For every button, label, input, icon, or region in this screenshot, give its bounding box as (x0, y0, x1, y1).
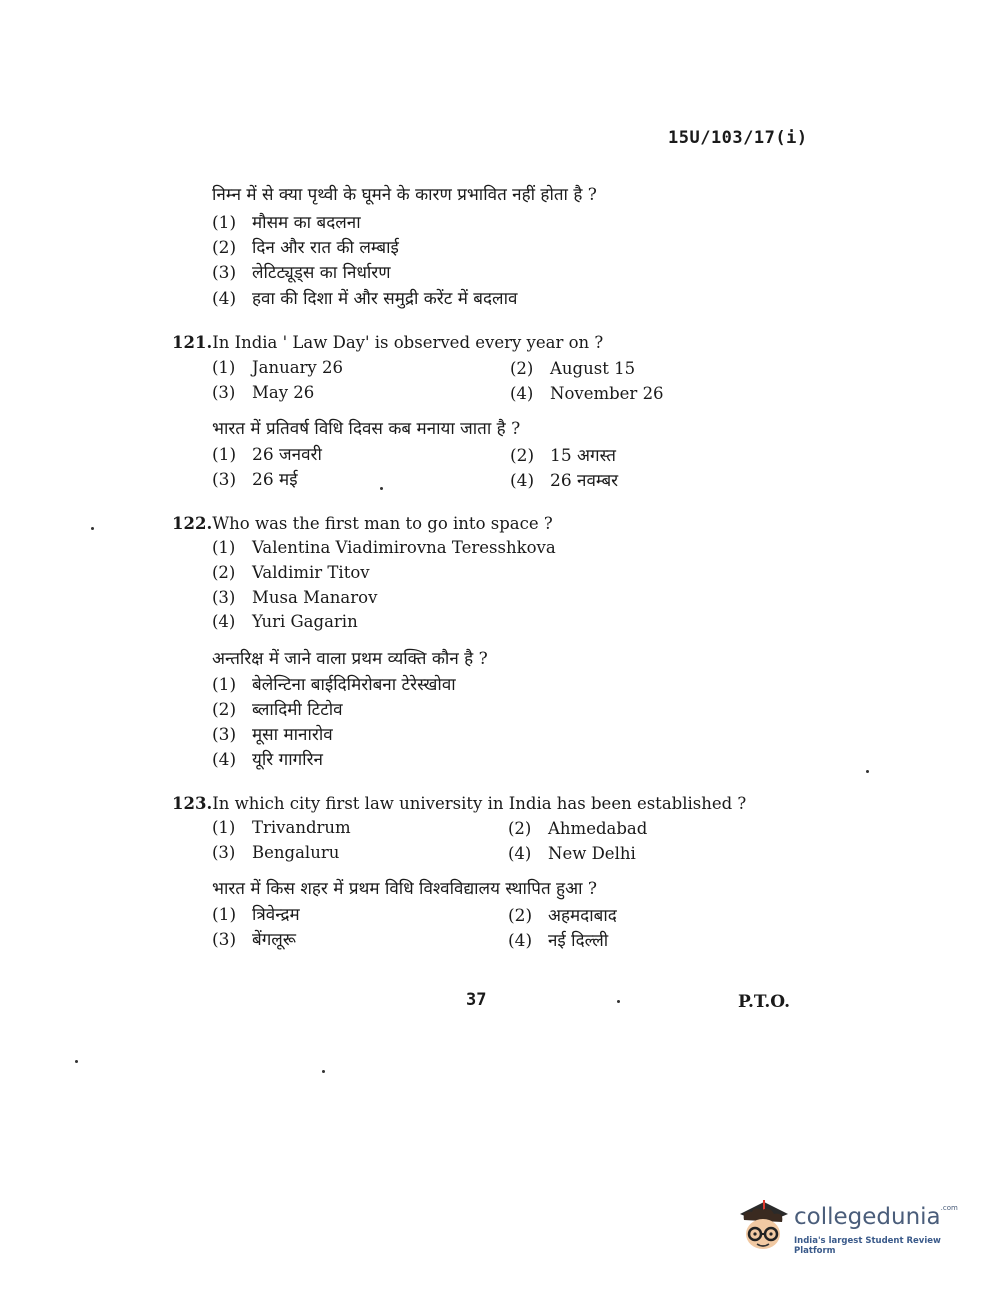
pto-label: P.T.O. (738, 992, 790, 1012)
collegedunia-logo (734, 1196, 964, 1260)
q123-question: 123.In which city first law university in India has been established ? (172, 794, 747, 813)
paper-code: 15U/103/17(i) (668, 128, 808, 148)
q123-hindi-question: भारत में किस शहर में प्रथम विधि विश्वविद्यालय स्थापित हुआ ? (212, 879, 597, 899)
scan-speck (75, 1060, 78, 1063)
q121-hindi-option: (4) 26 नवम्बर (510, 471, 619, 491)
q122-option: (3) Musa Manarov (212, 588, 378, 607)
q122-hindi-option: (4) यूरि गागरिन (212, 750, 323, 770)
logo-wordmark: collegedunia$^{.com}$ (794, 1204, 958, 1230)
q123-option: (2) Ahmedabad (508, 819, 648, 838)
q120-option: (4) हवा की दिशा में और समुद्री करेंट में बदलाव (212, 289, 518, 309)
q123-hindi-option: (4) नई दिल्ली (508, 931, 609, 951)
q122-hindi-option: (3) मूसा मानारोव (212, 725, 333, 745)
scan-speck (322, 1070, 325, 1073)
q121-hindi-option: (1) 26 जनवरी (212, 445, 322, 465)
q122-option: (4) Yuri Gagarin (212, 612, 358, 631)
q120-option: (3) लेटिट्यूड्स का निर्धारण (212, 263, 391, 283)
q122-option: (2) Valdimir Titov (212, 563, 370, 582)
q122-question: 122.Who was the first man to go into space ? (172, 514, 553, 533)
q120-option: (1) मौसम का बदलना (212, 213, 361, 233)
q122-hindi-question: अन्तरिक्ष में जाने वाला प्रथम व्यक्ति कौन है ? (212, 649, 488, 669)
q123-hindi-option: (2) अहमदाबाद (508, 906, 617, 926)
scan-speck (617, 1000, 620, 1003)
scan-speck (866, 770, 869, 773)
q120-hindi-question: निम्न में से क्या पृथ्वी के घूमने के कारण प्रभावित नहीं होता है ? (212, 185, 597, 205)
scan-speck (91, 527, 94, 530)
q123-option: (4) New Delhi (508, 844, 636, 863)
q121-hindi-question: भारत में प्रतिवर्ष विधि दिवस कब मनाया जाता है ? (212, 419, 521, 439)
q122-hindi-option: (2) ब्लादिमी टिटोव (212, 700, 343, 720)
scan-speck (380, 487, 383, 490)
q122-hindi-option: (1) बेलेन्टिना बाईदिमिरोबना टेरेस्खोवा (212, 675, 456, 695)
q123-option: (3) Bengaluru (212, 843, 340, 862)
mascot-icon (734, 1196, 792, 1260)
q121-question: 121.In India ' Law Day' is observed every year on ? (172, 333, 604, 352)
q121-option: (2) August 15 (510, 359, 636, 378)
q121-hindi-option: (2) 15 अगस्त (510, 446, 616, 466)
q121-hindi-option: (3) 26 मई (212, 470, 298, 490)
logo-tagline: India's largest Student Review Platform (794, 1236, 941, 1256)
q123-hindi-option: (3) बेंगलूरू (212, 930, 297, 950)
q121-option: (4) November 26 (510, 384, 664, 403)
q120-option: (2) दिन और रात की लम्बाई (212, 238, 399, 258)
q121-option: (1) January 26 (212, 358, 343, 377)
page-number: 37 (466, 990, 487, 1010)
q122-option: (1) Valentina Viadimirovna Teresshkova (212, 538, 556, 557)
q123-hindi-option: (1) त्रिवेन्द्रम (212, 905, 300, 925)
q123-option: (1) Trivandrum (212, 818, 351, 837)
q121-option: (3) May 26 (212, 383, 315, 402)
